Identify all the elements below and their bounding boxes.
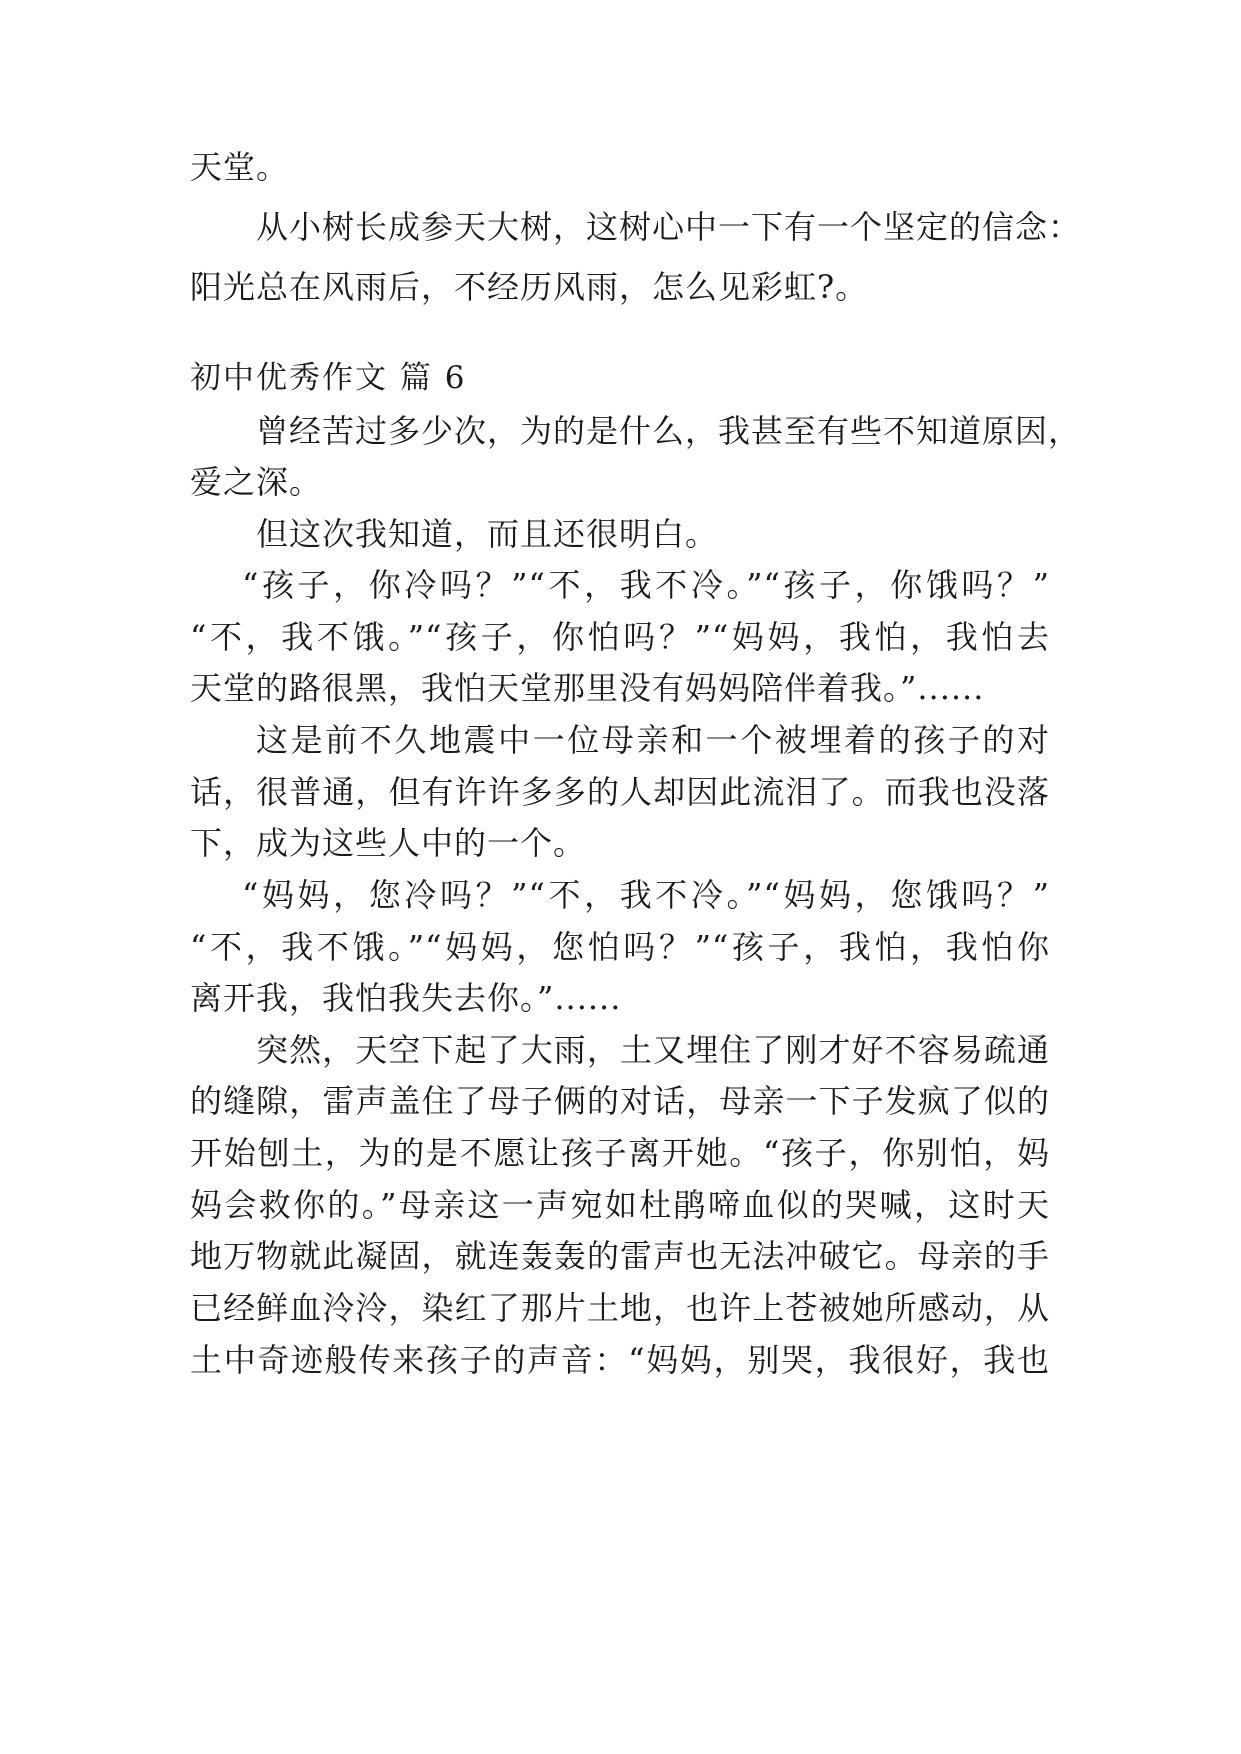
- text-line: 妈会救你的。”母亲这一声宛如杜鹃啼血似的哭喊，这时天: [190, 1186, 1050, 1224]
- text-line: 地万物就此凝固，就连轰轰的雷声也无法冲破它。母亲的手: [190, 1237, 1050, 1275]
- text-line: 下，成为这些人中的一个。: [190, 824, 587, 862]
- text-line: 离开我，我怕我失去你。”......: [190, 979, 622, 1017]
- text-line: 土中奇迹般传来孩子的声音：“妈妈，别哭，我很好，我也: [190, 1341, 1050, 1379]
- text-line: 天堂。: [190, 148, 290, 186]
- paragraph-first-line: 但这次我知道，而且还很明白。: [256, 515, 719, 553]
- paragraph-first-line: 这是前不久地震中一位母亲和一个被埋着的孩子的对: [256, 721, 1050, 759]
- text-line: “不，我不饿。”“妈妈，您怕吗？”“孩子，我怕，我怕你: [190, 928, 1050, 966]
- text-line: 开始刨土，为的是不愿让孩子离开她。“孩子，你别怕，妈: [190, 1134, 1050, 1172]
- paragraph-first-line: 曾经苦过多少次，为的是什么，我甚至有些不知道原因，: [256, 412, 1082, 450]
- text-line: 话，很普通，但有许许多多的人却因此流泪了。而我也没落: [190, 773, 1050, 811]
- text-line: 的缝隙，雷声盖住了母子俩的对话，母亲一下子发疯了似的: [190, 1082, 1050, 1120]
- paragraph-first-line: 从小树长成参天大树，这树心中一下有一个坚定的信念：: [256, 208, 1082, 246]
- text-line: 天堂的路很黑，我怕天堂那里没有妈妈陪伴着我。”......: [190, 669, 985, 707]
- paragraph-first-line: “妈妈，您冷吗？”“不，我不冷。”“妈妈，您饿吗？”: [242, 876, 1050, 914]
- text-line: “不，我不饿。”“孩子，你怕吗？”“妈妈，我怕，我怕去: [190, 618, 1050, 656]
- section-heading: 初中优秀作文 篇 6: [190, 360, 467, 396]
- text-line: 爱之深。: [190, 463, 323, 501]
- text-line: 已经鲜血泠泠，染红了那片土地，也许上苍被她所感动，从: [190, 1289, 1050, 1327]
- paragraph-first-line: 突然，天空下起了大雨，土又埋住了刚才好不容易疏通: [256, 1031, 1050, 1069]
- text-line: 阳光总在风雨后，不经历风雨，怎么见彩虹?。: [190, 268, 869, 306]
- paragraph-first-line: “孩子，你冷吗？”“不，我不冷。”“孩子，你饿吗？”: [242, 566, 1050, 604]
